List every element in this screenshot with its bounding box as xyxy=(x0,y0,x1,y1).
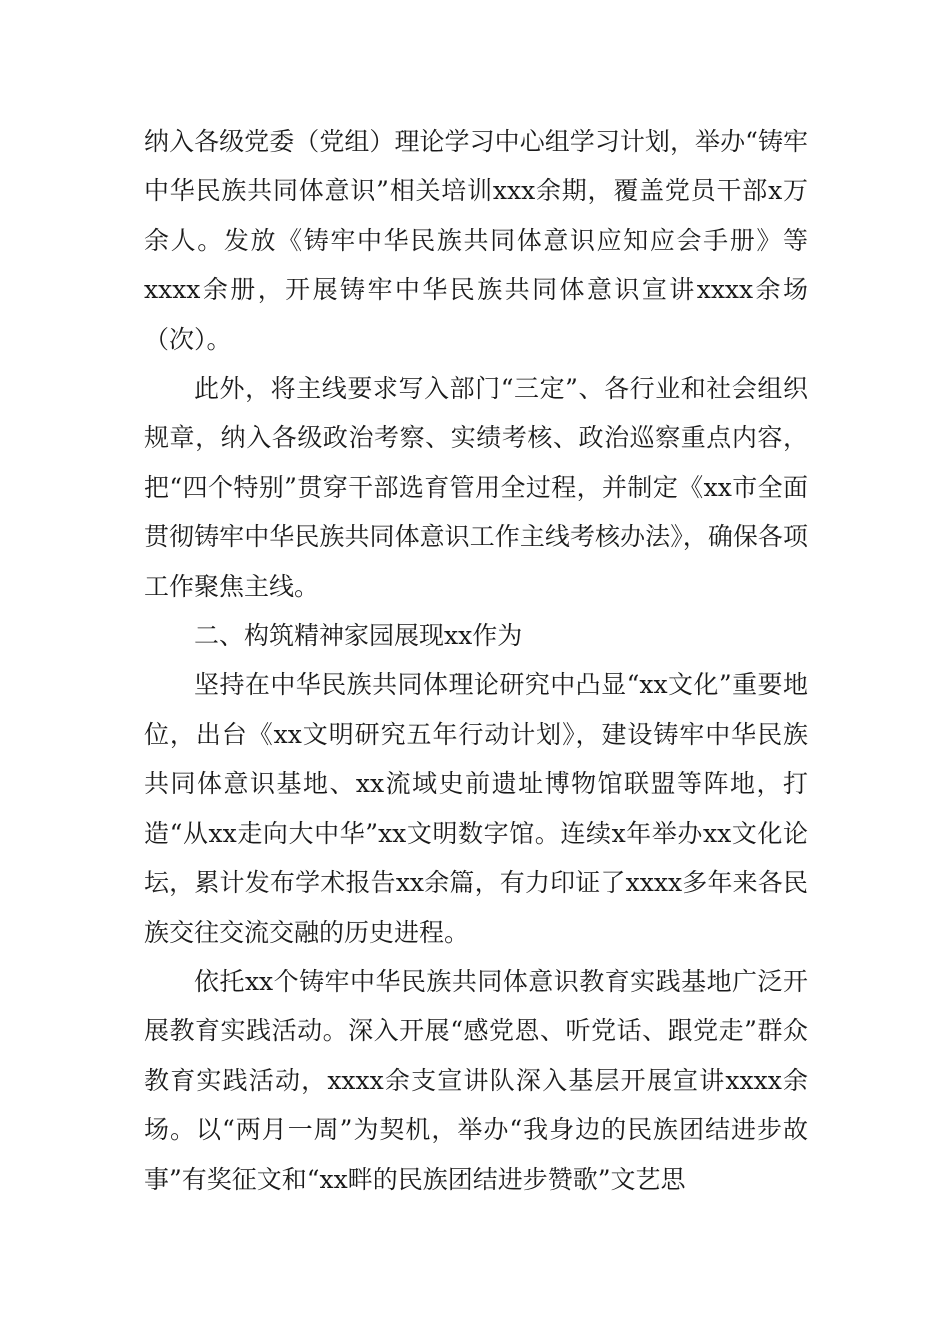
paragraph-continuation: 纳入各级党委（党组）理论学习中心组学习计划，举办“铸牢中华民族共同体意识”相关培训xxx余期，覆盖党员干部x万余人。发放《铸牢中华民族共同体意识应知应会手册》等xxxx余册，开展铸牢中华民族共同体意识宣讲xxxx余场（次）。 xyxy=(144,127,808,354)
paragraph-theory-research: 坚持在中华民族共同体理论研究中凸显“xx文化”重要地位，出台《xx文明研究五年行动计划》，建设铸牢中华民族共同体意识基地、xx流域史前遗址博物馆联盟等阵地，打造“从xx走向大中华”xx文明数字馆。连续x年举办xx文化论坛，累计发布学术报告xx余篇，有力印证了xxxx多年来各民族交往交流交融的历史进程。 xyxy=(144,670,808,947)
document-body xyxy=(144,117,808,1204)
section-heading: 二、构筑精神家园展现xx作为 xyxy=(194,621,523,651)
paragraph-main-line-requirements: 此外，将主线要求写入部门“三定”、各行业和社会组织规章，纳入各级政治考察、实绩考核、政治巡察重点内容，把“四个特别”贯穿干部选育管用全过程，并制定《xx市全面贯彻铸牢中华民族共同体意识工作主线考核办法》，确保各项工作聚焦主线。 xyxy=(144,374,808,601)
paragraph-education-practice: 依托xx个铸牢中华民族共同体意识教育实践基地广泛开展教育实践活动。深入开展“感党恩、听党话、跟党走”群众教育实践活动，xxxx余支宣讲队深入基层开展宣讲xxxx余场。以“两月一周”为契机，举办“我身边的民族团结进步故事”有奖征文和“xx畔的民族团结进步赞歌”文艺思 xyxy=(144,966,808,1194)
